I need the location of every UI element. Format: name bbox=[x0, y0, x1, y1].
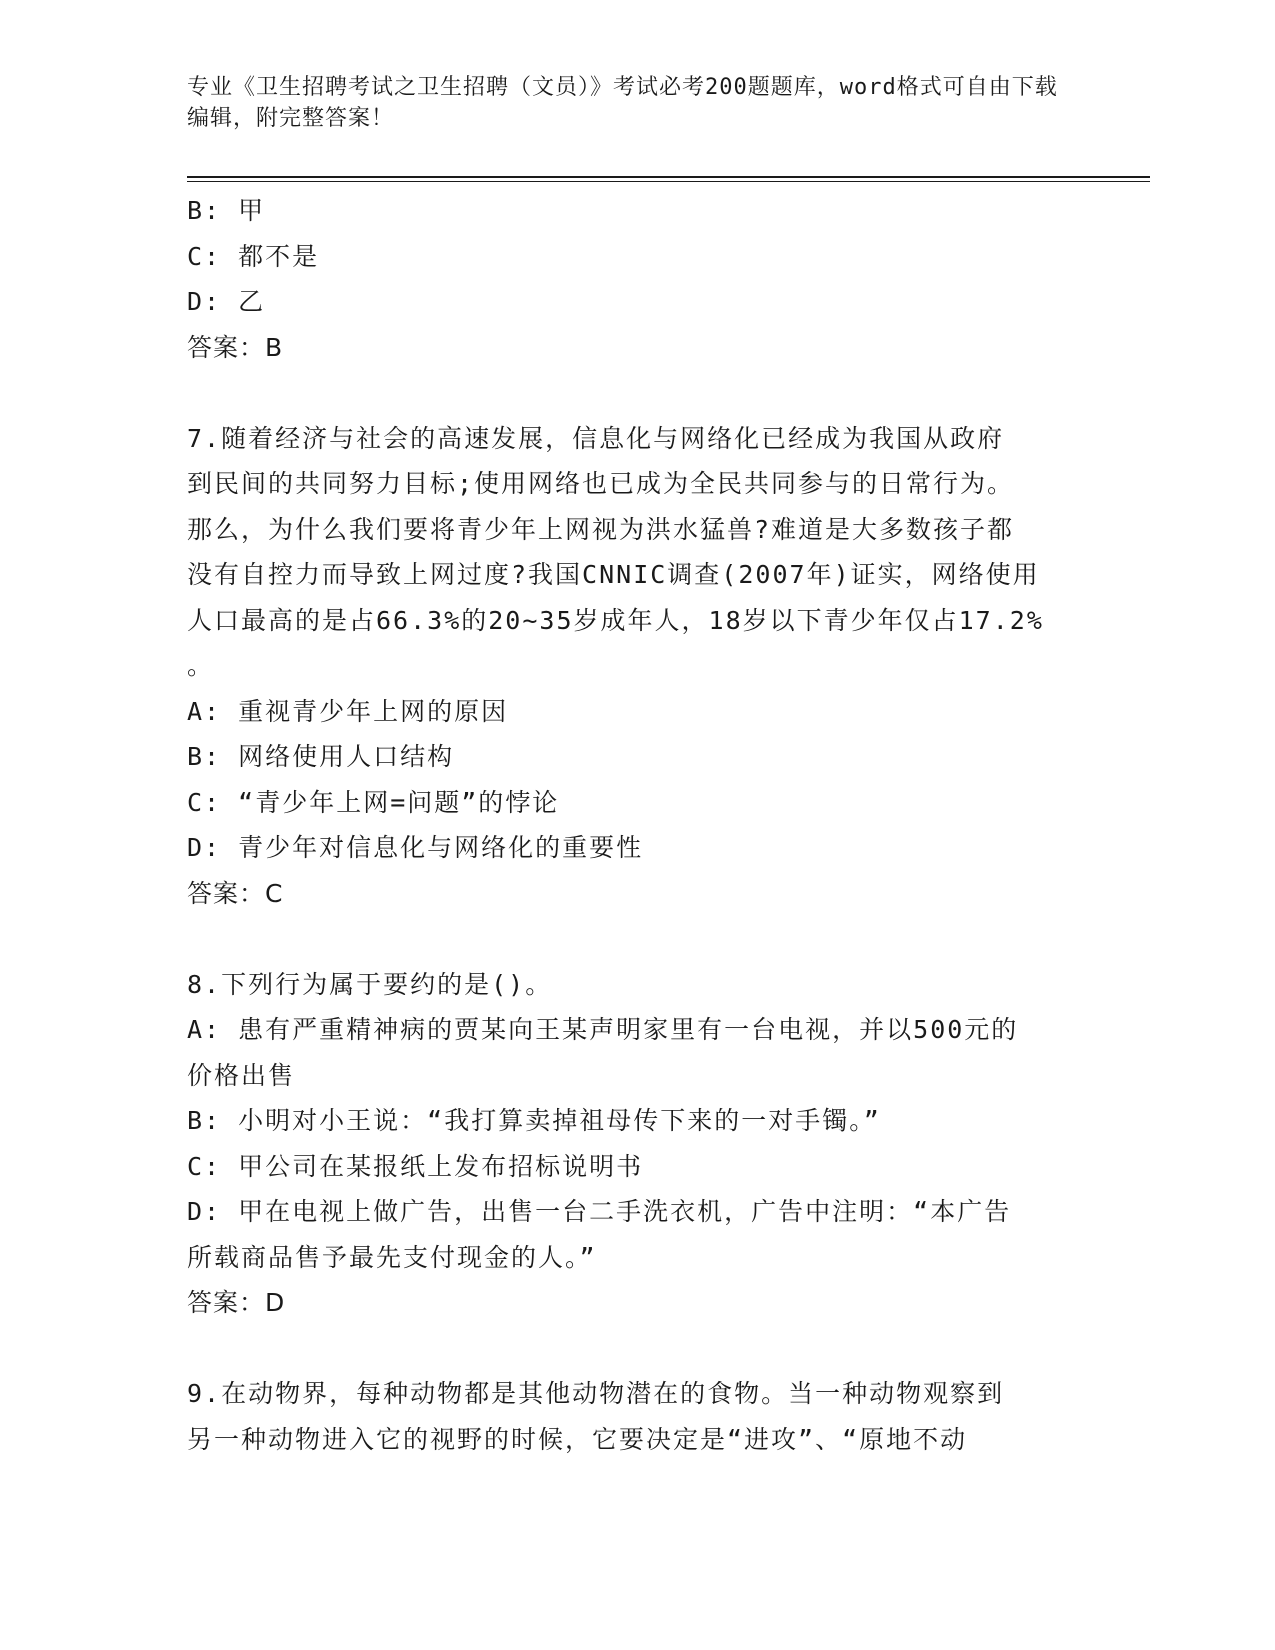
spacer bbox=[187, 370, 1087, 416]
answer-line: 答案：C bbox=[187, 878, 284, 908]
option-c: C: 甲公司在某报纸上发布招标说明书 bbox=[187, 1151, 644, 1181]
option-a: A: 患有严重精神病的贾某向王某声明家里有一台电视，并以500元的 bbox=[187, 1015, 1019, 1044]
question-text-line: 人口最高的是占66.3%的20~35岁成年人，18岁以下青少年仅占17.2% bbox=[187, 605, 1044, 635]
question-text-line: 那么，为什么我们要将青少年上网视为洪水猛兽?难道是大多数孩子都 bbox=[187, 514, 1015, 544]
question-8 bbox=[187, 962, 1087, 1326]
question-text-line: 没有自控力而导致上网过度?我国CNNIC调查(2007年)证实，网络使用 bbox=[187, 560, 1040, 589]
option-a-continued: 价格出售 bbox=[187, 1060, 296, 1090]
document-title: 专业《卫生招聘考试之卫生招聘（文员）》考试必考200题题库，word格式可自由下载编辑，附完整答案！ bbox=[187, 75, 1058, 131]
question-text-line: 8.下列行为属于要约的是()。 bbox=[187, 969, 553, 999]
option-b: B: 甲 bbox=[187, 196, 266, 225]
answer-line: 答案：B bbox=[187, 332, 284, 362]
option-d: D: 青少年对信息化与网络化的重要性 bbox=[187, 833, 644, 862]
question-text-line: 9.在动物界，每种动物都是其他动物潜在的食物。当一种动物观察到 bbox=[187, 1379, 1005, 1408]
option-d-continued: 所载商品售予最先支付现金的人。” bbox=[187, 1242, 597, 1272]
question-7 bbox=[187, 416, 1087, 917]
option-b: B: 网络使用人口结构 bbox=[187, 742, 455, 771]
spacer bbox=[187, 1326, 1087, 1372]
option-c: C: 都不是 bbox=[187, 241, 320, 271]
option-b: B: 小明对小王说：“我打算卖掉祖母传下来的一对手镯。” bbox=[187, 1106, 881, 1135]
header-divider-thick bbox=[187, 176, 1150, 178]
question-6 bbox=[187, 188, 1087, 370]
option-d: D: 甲在电视上做广告，出售一台二手洗衣机，广告中注明：“本广告 bbox=[187, 1197, 1012, 1226]
spacer bbox=[187, 916, 1087, 962]
question-content bbox=[187, 188, 1087, 1462]
option-a: A: 重视青少年上网的原因 bbox=[187, 696, 509, 726]
question-text-line: 。 bbox=[187, 651, 215, 680]
option-c: C: “青少年上网=问题”的悖论 bbox=[187, 787, 560, 817]
document-header bbox=[187, 72, 1067, 134]
option-d: D: 乙 bbox=[187, 287, 266, 316]
header-divider-thin bbox=[187, 181, 1150, 182]
answer-line: 答案：D bbox=[187, 1288, 286, 1317]
question-9 bbox=[187, 1371, 1087, 1462]
question-text-line: 到民间的共同努力目标;使用网络也已成为全民共同参与的日常行为。 bbox=[187, 469, 1015, 498]
question-text-line: 另一种动物进入它的视野的时候，它要决定是“进攻”、“原地不动 bbox=[187, 1424, 968, 1454]
question-text-line: 7.随着经济与社会的高速发展，信息化与网络化已经成为我国从政府 bbox=[187, 423, 1005, 453]
